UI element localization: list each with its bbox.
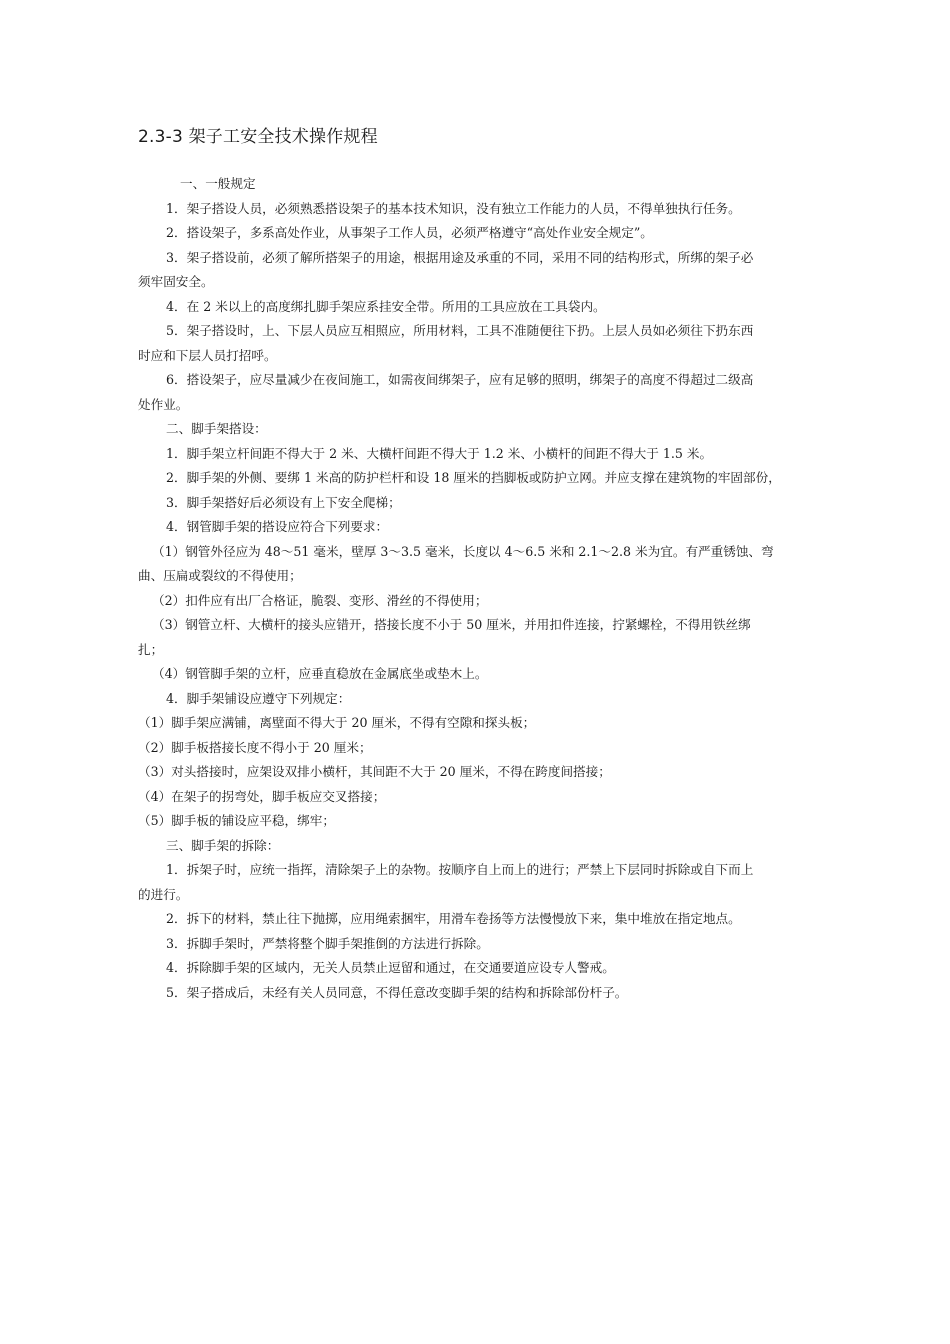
paragraph-line: 2．搭设架子，多系高处作业，从事架子工作人员，必须严格遵守“高处作业安全规定”。 — [166, 225, 653, 240]
paragraph-line: （4）在架子的拐弯处，脚手板应交叉搭接； — [138, 788, 386, 804]
paragraph-line: 一、一般规定 — [180, 176, 256, 191]
paragraph-line: 5．架子搭成后，未经有关人员同意，不得任意改变脚手架的结构和拆除部份杆子。 — [166, 984, 628, 1000]
paragraph-line: 的进行。 — [138, 886, 189, 902]
paragraph-line: 三、脚手架的拆除： — [166, 837, 280, 853]
paragraph-line: 1．脚手架立杆间距不得大于 2 米、大横杆间距不得大于 1.2 米、小横杆的间距不得大于 1.5 米。 — [166, 445, 713, 461]
paragraph-line: 4．钢管脚手架的搭设应符合下列要求： — [166, 519, 389, 534]
paragraph-line: 处作业。 — [138, 396, 189, 412]
paragraph-line: 6．搭设架子，应尽量减少在夜间施工，如需夜间绑架子，应有足够的照明，绑架子的高度不得超过二级高 — [166, 372, 754, 387]
paragraph-line: 4．脚手架铺设应遵守下列规定： — [166, 690, 351, 706]
paragraph-line: 4．在 2 米以上的高度绑扎脚手架应系挂安全带。所用的工具应放在工具袋内。 — [166, 298, 606, 314]
document-body — [138, 172, 838, 1005]
paragraph-line: （2）脚手板搭接长度不得小于 20 厘米； — [138, 739, 372, 755]
paragraph-line: 曲、压扁或裂纹的不得使用； — [138, 568, 302, 583]
paragraph-line: 二、脚手架搭设： — [166, 421, 267, 436]
paragraph-line: 须牢固安全。 — [138, 274, 214, 289]
document-title: 2.3-3 架子工安全技术操作规程 — [138, 127, 378, 147]
paragraph-line: （5）脚手板的铺设应平稳，绑牢； — [138, 813, 335, 828]
paragraph-line: 3．拆脚手架时，严禁将整个脚手架推倒的方法进行拆除。 — [166, 935, 489, 951]
paragraph-line: 3．架子搭设前，必须了解所搭架子的用途，根据用途及承重的不同，采用不同的结构形式，所绑的架子必 — [166, 249, 754, 265]
paragraph-line: 2．脚手架的外侧、要绑 1 米高的防护栏杆和设 18 厘米的挡脚板或防护立网。并应支撑在建筑物的牢固部份， — [166, 470, 781, 485]
paragraph-line: 1．架子搭设人员，必须熟悉搭设架子的基本技术知识，没有独立工作能力的人员，不得单独执行任务。 — [166, 200, 741, 216]
paragraph-line: 3．脚手架搭好后必须设有上下安全爬梯； — [166, 494, 401, 510]
paragraph-line: 5．架子搭设时，上、下层人员应互相照应，所用材料，工具不准随便往下扔。上层人员如必须往下扔东西 — [166, 323, 754, 338]
paragraph-line: （1）脚手架应满铺，离壁面不得大于 20 厘米，不得有空隙和探头板； — [138, 715, 536, 730]
paragraph-line: 扎； — [138, 641, 164, 657]
paragraph-line: 4．拆除脚手架的区域内，无关人员禁止逗留和通过，在交通要道应设专人警戒。 — [166, 960, 615, 975]
paragraph-line: 2．拆下的材料，禁止往下抛掷，应用绳索捆牢，用滑车卷扬等方法慢慢放下来，集中堆放在指定地点。 — [166, 911, 741, 926]
paragraph-line: （3）钢管立杆、大横杆的接头应错开，搭接长度不小于 50 厘米，并用扣件连接，拧紧螺栓，不得用铁丝绑 — [152, 617, 751, 632]
paragraph-line: （4）钢管脚手架的立杆，应垂直稳放在金属底坐或垫木上。 — [152, 666, 488, 681]
paragraph-line: （3）对头搭接时，应架设双排小横杆，其间距不大于 20 厘米，不得在跨度间搭接； — [138, 764, 611, 779]
paragraph-line: （2）扣件应有出厂合格证，脆裂、变形、滑丝的不得使用； — [152, 592, 488, 608]
paragraph-line: 时应和下层人员打招呼。 — [138, 347, 277, 363]
paragraph-line: 1．拆架子时，应统一指挥，清除架子上的杂物。按顺序自上而上的进行；严禁上下层同时拆除或自下而上 — [166, 862, 754, 877]
paragraph-line: （1）钢管外径应为 48～51 毫米，壁厚 3～3.5 毫米，长度以 4～6.5 米和 2.1～2.8 米为宜。有严重锈蚀、弯 — [152, 543, 774, 559]
